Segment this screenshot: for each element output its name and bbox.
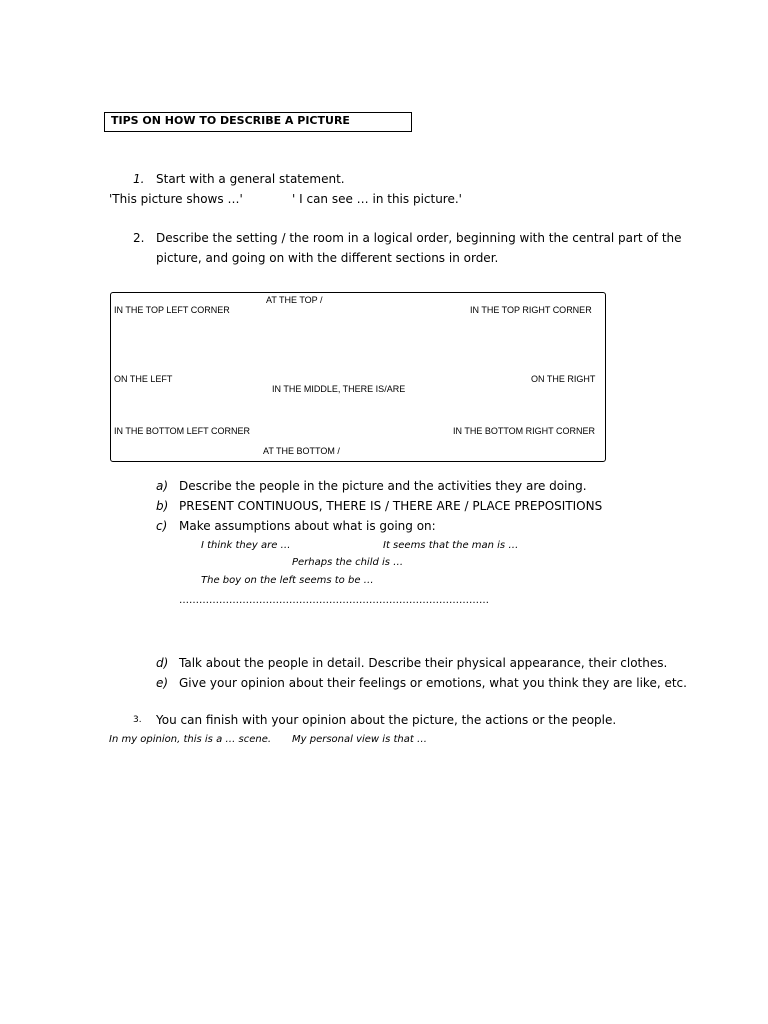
item-b-text: PRESENT CONTINUOUS, THERE IS / THERE ARE / PLACE PREPOSITIONS <box>179 499 603 513</box>
step-3-example: In my opinion, this is a … scene. <box>109 734 272 745</box>
example-perhaps: Perhaps the child is … <box>292 557 404 568</box>
step-3-example-b: My personal view is that … <box>292 734 427 745</box>
item-b-label: b) <box>156 499 169 513</box>
item-c-text: Make assumptions about what is going on: <box>179 519 436 533</box>
position-top: AT THE TOP / <box>266 295 323 305</box>
position-left: ON THE LEFT <box>114 374 173 384</box>
item-c-label: c) <box>156 519 168 533</box>
step-1-text: Start with a general statement. <box>156 172 345 186</box>
position-top-right: IN THE TOP RIGHT CORNER <box>470 305 592 315</box>
item-e-label: e) <box>156 676 169 690</box>
position-bottom-right: IN THE BOTTOM RIGHT CORNER <box>453 426 596 436</box>
position-bottom-left: IN THE BOTTOM LEFT CORNER <box>114 426 251 436</box>
item-a-label: a) <box>156 479 169 493</box>
item-e-text: Give your opinion about their feelings or emotions, what you think they are like, etc. <box>179 676 687 690</box>
step-1-number: 1. <box>133 172 145 186</box>
step-2-line-2: picture, and going on with the different sections in order. <box>156 251 499 265</box>
example-seems: It seems that the man is … <box>383 540 519 551</box>
item-d-text: Talk about the people in detail. Describe their physical appearance, their clothes. <box>179 656 668 670</box>
step-3-text: You can finish with your opinion about the picture, the actions or the people. <box>156 713 617 727</box>
step-1-example-b: ' I can see … in this picture.' <box>292 192 462 206</box>
item-d-label: d) <box>156 656 169 670</box>
step-1-example-a: 'This picture shows …' <box>109 192 243 206</box>
step-2-number: 2. <box>133 231 145 245</box>
position-right: ON THE RIGHT <box>531 374 596 384</box>
item-a-text: Describe the people in the picture and the activities they are doing. <box>179 479 587 493</box>
position-top-left: IN THE TOP LEFT CORNER <box>114 305 230 315</box>
example-boy: The boy on the left seems to be … <box>201 575 374 586</box>
step-3-number: 3. <box>133 715 142 725</box>
dotted-line: ………………………………………………………………………………… <box>179 595 489 606</box>
page-title: TIPS ON HOW TO DESCRIBE A PICTURE <box>111 114 350 127</box>
step-2-line-1: Describe the setting / the room in a logical order, beginning with the central part of the <box>156 231 682 245</box>
position-bottom: AT THE BOTTOM / <box>263 446 340 456</box>
title-box <box>104 112 412 132</box>
position-middle: IN THE MIDDLE, THERE IS/ARE <box>272 384 406 394</box>
example-think: I think they are … <box>201 540 291 551</box>
